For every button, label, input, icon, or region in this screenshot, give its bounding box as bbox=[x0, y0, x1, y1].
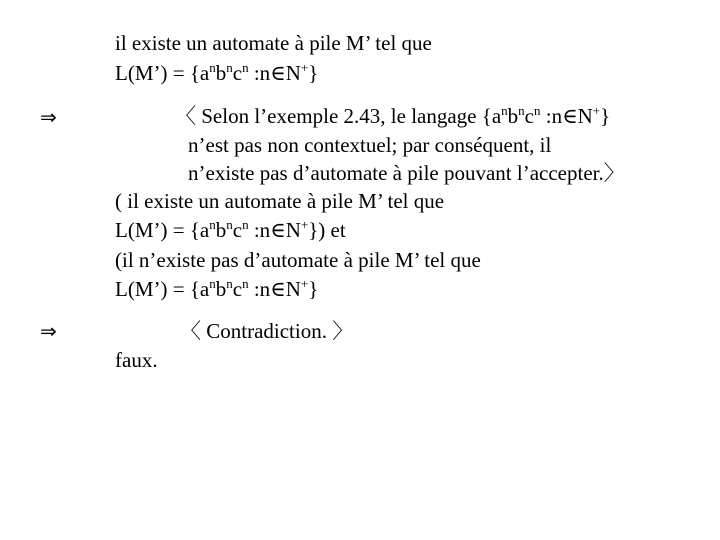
line-5: n’existe pas d’automate à pile pouvant l’accepter.〉 bbox=[188, 161, 625, 185]
line-2: L(M’) = {$a^nb^nc^n$ :n∈N+} bbox=[115, 60, 319, 85]
line-7: L(M’) = {$a^nb^nc^n$ :n∈N+}) et bbox=[115, 217, 346, 242]
line-9: L(M’) = {$a^nb^nc^n$ :n∈N+} bbox=[115, 276, 319, 301]
line-8: (il n’existe pas d’automate à pile M’ tel que bbox=[115, 248, 481, 272]
line-6: ( il existe un automate à pile M’ tel que bbox=[115, 189, 445, 213]
line-1: il existe un automate à pile M’ tel que bbox=[115, 31, 432, 55]
implies-arrow-icon: ⇒ bbox=[40, 319, 57, 343]
implies-arrow-icon: ⇒ bbox=[40, 105, 57, 129]
line-3: 〈 Selon l’exemple 2.43, le langage {$a^nb^nc^n$ :n∈N+} bbox=[175, 103, 611, 128]
line-4: n’est pas non contextuel; par conséquent, il bbox=[188, 133, 552, 157]
line-11: faux. bbox=[115, 348, 158, 372]
line-10: 〈 Contradiction. 〉 bbox=[180, 319, 354, 343]
